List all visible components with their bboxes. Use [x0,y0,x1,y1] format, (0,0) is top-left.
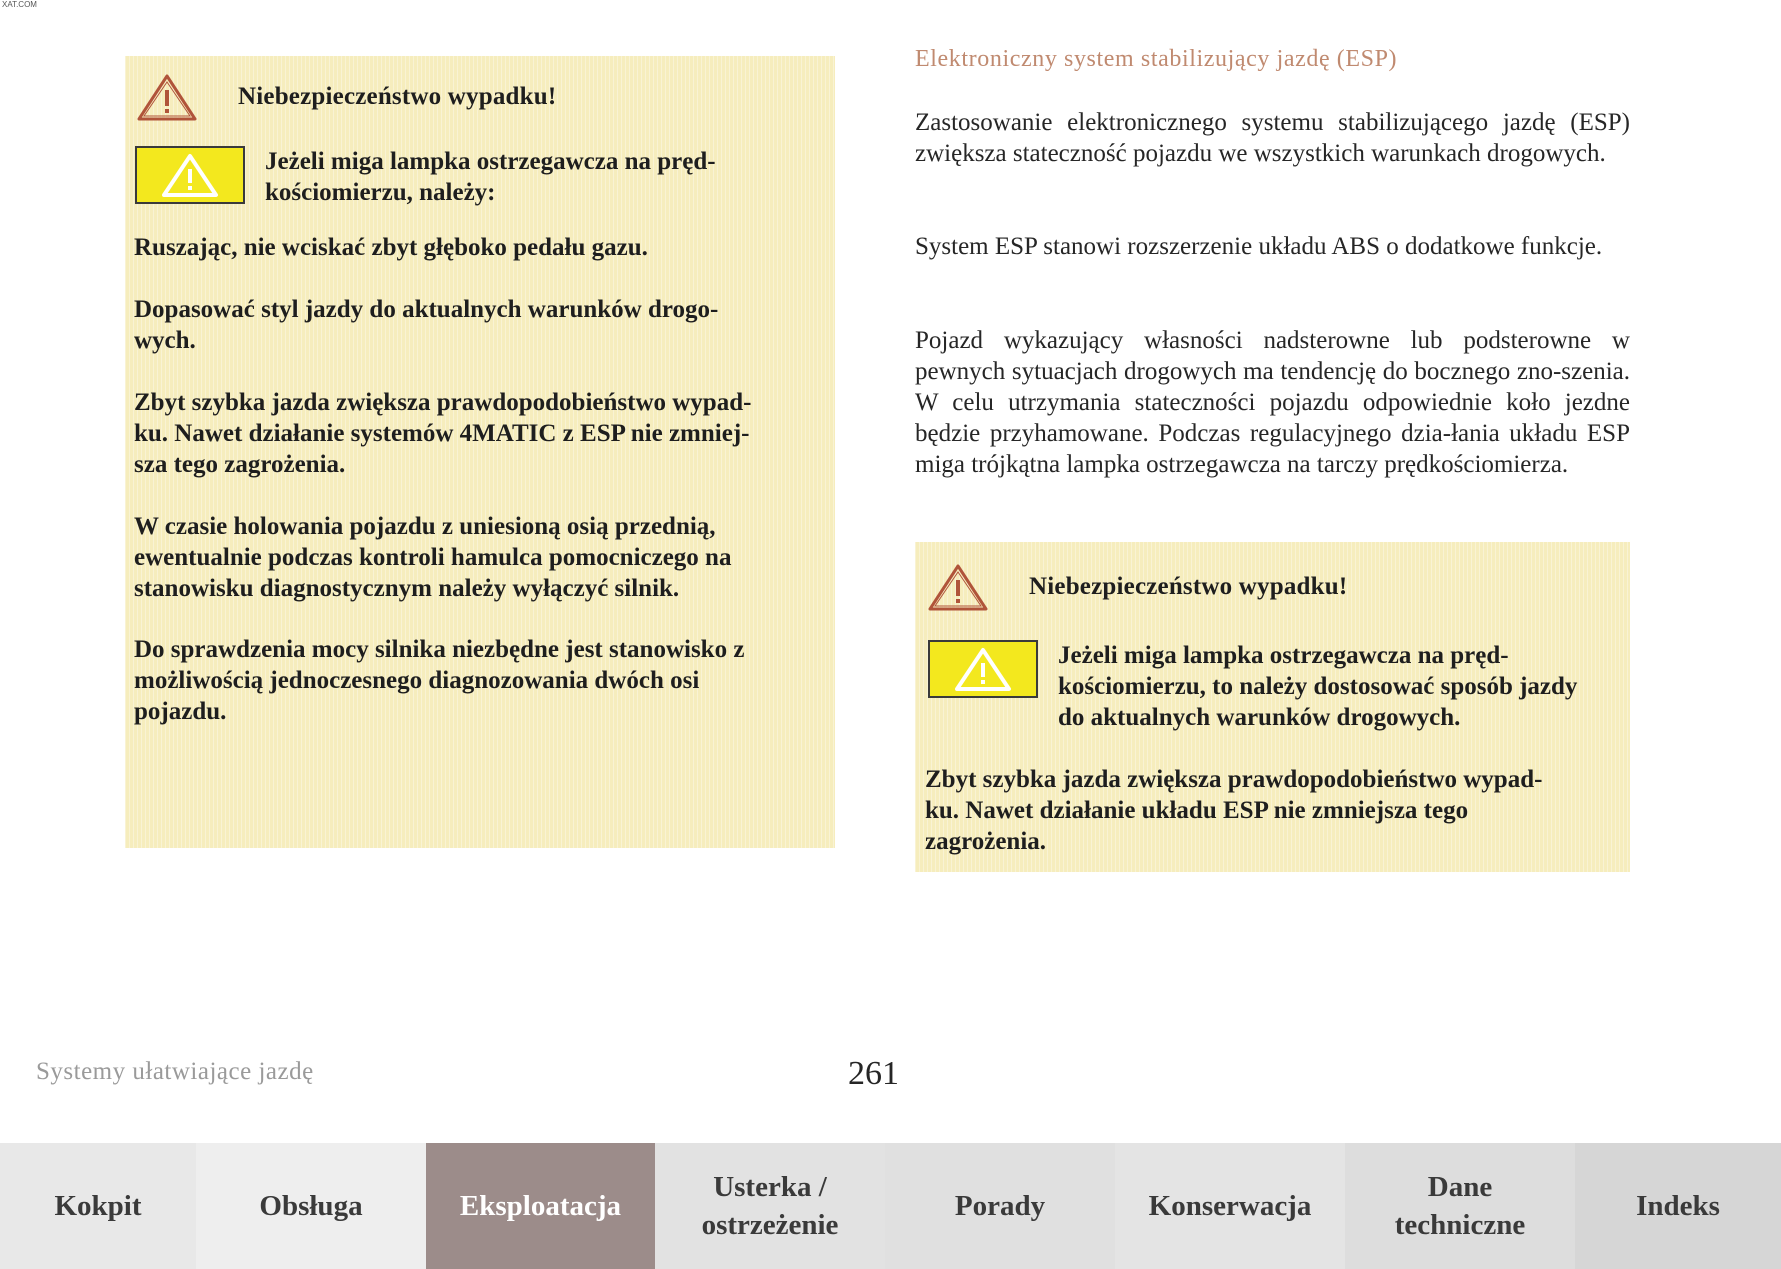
tab-usterka-ostrzezenie[interactable] [655,1143,885,1269]
warning-paragraph: Ruszając, nie wciskać zbyt głęboko pedału gazu. [134,234,648,261]
warning-paragraph: Zbyt szybka jazda zwiększa prawdopodobieństwo wypad- ku. Nawet działanie układu ESP nie zmniejsza tego zagrożenia. [925,766,1543,855]
warning-title: Niebezpieczeństwo wypadku! [238,83,557,110]
tab-label: Dane techniczne [1394,1171,1526,1241]
footer-section-name: Systemy ułatwiające jazdę [36,1058,314,1085]
warning-title: Niebezpieczeństwo wypadku! [1029,573,1348,600]
tab-label: Indeks [1636,1190,1720,1222]
watermark: XAT.COM [2,0,37,9]
tab-label: Eksploatacja [459,1190,622,1222]
tab-eksploatacja[interactable] [426,1143,655,1269]
lamp-instruction-text: Jeżeli miga lampka ostrzegawcza na pręd- kościomierzu, to należy dostosować sposób jazdy do aktualnych warunków drogowych. [1058,642,1578,731]
tab-label: Kokpit [54,1190,142,1222]
tab-label: Konserwacja [1148,1190,1312,1222]
tab-label: Porady [954,1190,1046,1222]
left-lamp-row [135,146,716,208]
right-warning-box [915,542,1630,872]
lamp-instruction-text: Jeżeli miga lampka ostrzegawcza na pręd- kościomierzu, należy: [265,148,716,206]
tab-indeks[interactable] [1575,1143,1781,1269]
body-paragraph: Zastosowanie elektronicznego systemu stabilizującego jazdę (ESP) zwiększa stateczność pojazdu we wszystkich warunkach drogowych. [915,109,1630,167]
left-warning-box [125,56,835,848]
right-warning-header [927,562,1347,612]
left-warning-header [136,72,556,122]
warning-paragraph: Do sprawdzenia mocy silnika niezbędne jest stanowisko z możliwością jednoczesnego diagnozowania dwóch osi pojazdu. [134,636,745,725]
body-paragraph: Pojazd wykazujący własności nadsterowne lub podsterowne w pewnych sytuacjach drogowych ma tendencję do bocznego zno-szenia. W celu utrzymania stateczności pojazdu odpowiednie koło jezdne będzie przyhamowane. Podczas regulacyjnego dzia-łania układu ESP miga trójkątna lampka ostrzegawcza na tarczy prędkościomierza. [915,327,1630,478]
warning-paragraph: Zbyt szybka jazda zwiększa prawdopodobieństwo wypad- ku. Nawet działanie systemów 4MATIC z ESP nie zmniej- sza tego zagrożenia. [134,389,752,478]
body-paragraph: System ESP stanowi rozszerzenie układu ABS o dodatkowe funkcje. [915,233,1603,260]
tab-porady[interactable] [885,1143,1115,1269]
warning-paragraph: Dopasować styl jazdy do aktualnych warunków drogo- wych. [134,296,719,354]
tab-dane-techniczne[interactable] [1345,1143,1575,1269]
warning-lamp-icon [135,146,245,204]
tab-konserwacja[interactable] [1115,1143,1345,1269]
tab-label: Usterka / ostrzeżenie [701,1171,839,1241]
chapter-tab-bar [0,1143,1781,1269]
warning-paragraph: W czasie holowania pojazdu z uniesioną osią przednią, ewentualnie podczas kontroli hamulca pomocniczego na stanowisku diagnostycznym należy wyłączyć silnik. [134,513,732,602]
right-lamp-row [928,640,1577,733]
warning-triangle-icon [136,72,198,122]
tab-obsluga[interactable] [196,1143,426,1269]
section-title: Elektroniczny system stabilizujący jazdę (ESP) [915,46,1398,72]
warning-lamp-icon [928,640,1038,698]
page-number: 261 [848,1055,899,1092]
warning-triangle-icon [927,562,989,612]
tab-label: Obsługa [259,1190,363,1222]
tab-kokpit[interactable] [0,1143,196,1269]
